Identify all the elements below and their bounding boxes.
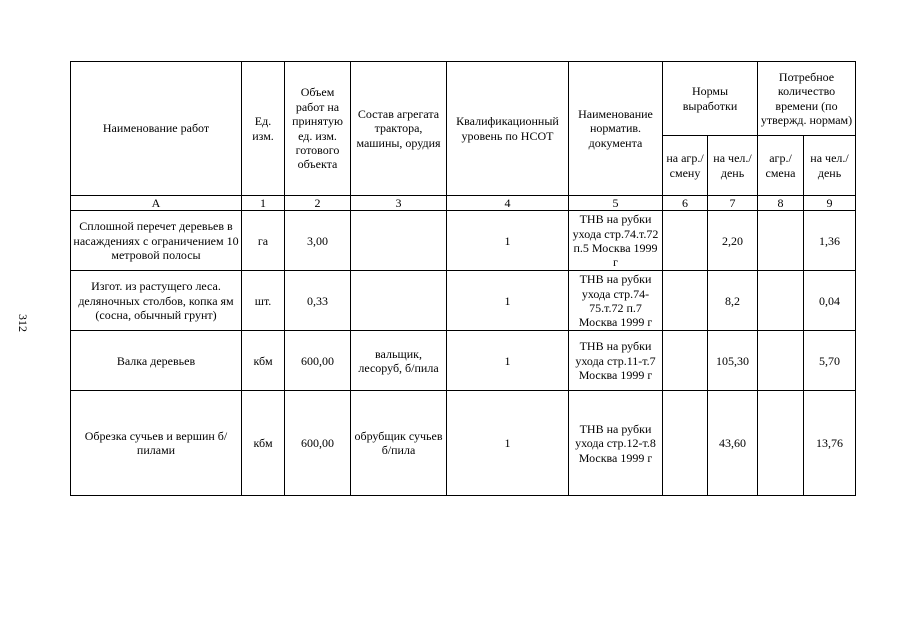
column-number: 5 [569,196,663,211]
column-number: А [71,196,242,211]
header-volume: Объем работ на принятую ед. изм. готового объекта [285,62,351,196]
header-per-agr-shift: на агр./ смену [663,136,708,196]
cell-name: Изгот. из растущего леса. деляночных столбов, копка ям (сосна, обычный грунт) [71,271,242,331]
cell-volume: 600,00 [285,391,351,496]
cell-per-agr-shift [663,391,708,496]
cell-person-day: 0,04 [804,271,856,331]
header-name: Наименование работ [71,62,242,196]
cell-per-person-day: 8,2 [708,271,758,331]
header-time-required: Потребное количество времени (по утвержд. нормам) [758,62,856,136]
cell-document: ТНВ на рубки ухода стр.12-т.8 Москва 1999 г [569,391,663,496]
cell-volume: 600,00 [285,331,351,391]
column-number: 2 [285,196,351,211]
cell-per-agr-shift [663,331,708,391]
column-number: 3 [351,196,447,211]
cell-volume: 3,00 [285,211,351,271]
cell-unit: шт. [242,271,285,331]
column-number: 9 [804,196,856,211]
cell-document: ТНВ на рубки ухода стр.74.т.72 п.5 Москва 1999 г [569,211,663,271]
cell-document: ТНВ на рубки ухода стр.74-75.т.72 п.7 Москва 1999 г [569,271,663,331]
header-person-day: на чел./ день [804,136,856,196]
cell-volume: 0,33 [285,271,351,331]
cell-agr-shift [758,391,804,496]
table-row [71,271,856,331]
cell-qualification: 1 [447,331,569,391]
header-qualification: Квалификационный уровень по НСОТ [447,62,569,196]
cell-qualification: 1 [447,391,569,496]
table-row [71,211,856,271]
cell-per-person-day: 43,60 [708,391,758,496]
cell-person-day: 5,70 [804,331,856,391]
cell-name: Обрезка сучьев и вершин б/пилами [71,391,242,496]
cell-agr-shift [758,271,804,331]
cell-qualification: 1 [447,271,569,331]
cell-qualification: 1 [447,211,569,271]
column-number: 8 [758,196,804,211]
cell-per-agr-shift [663,271,708,331]
cell-agr-shift [758,211,804,271]
cell-person-day: 13,76 [804,391,856,496]
cell-person-day: 1,36 [804,211,856,271]
cell-name: Сплошной перечет деревьев в насаждениях с ограничением 10 метровой полосы [71,211,242,271]
cell-composition: вальщик, лесоруб, б/пила [351,331,447,391]
cell-unit: га [242,211,285,271]
column-number: 6 [663,196,708,211]
cell-agr-shift [758,331,804,391]
table-row [71,391,856,496]
cell-composition [351,271,447,331]
page-number: 312 [16,314,30,332]
cell-document: ТНВ на рубки ухода стр.11-т.7 Москва 1999 г [569,331,663,391]
column-number: 7 [708,196,758,211]
cell-unit: кбм [242,391,285,496]
cell-composition [351,211,447,271]
header-composition: Состав агрегата трактора, машины, орудия [351,62,447,196]
header-per-person-day: на чел./ день [708,136,758,196]
header-output-norms: Нормы выработки [663,62,758,136]
cell-per-agr-shift [663,211,708,271]
cell-per-person-day: 2,20 [708,211,758,271]
header-document: Наименование норматив. документа [569,62,663,196]
cell-composition: обрубщик сучьев б/пила [351,391,447,496]
table-row [71,331,856,391]
column-numbers-row [71,196,856,211]
cell-name: Валка деревьев [71,331,242,391]
cell-per-person-day: 105,30 [708,331,758,391]
cell-unit: кбм [242,331,285,391]
header-row-top [71,62,856,136]
column-number: 4 [447,196,569,211]
work-norms-table [70,61,856,496]
column-number: 1 [242,196,285,211]
header-unit: Ед. изм. [242,62,285,196]
header-agr-shift: агр./ смена [758,136,804,196]
